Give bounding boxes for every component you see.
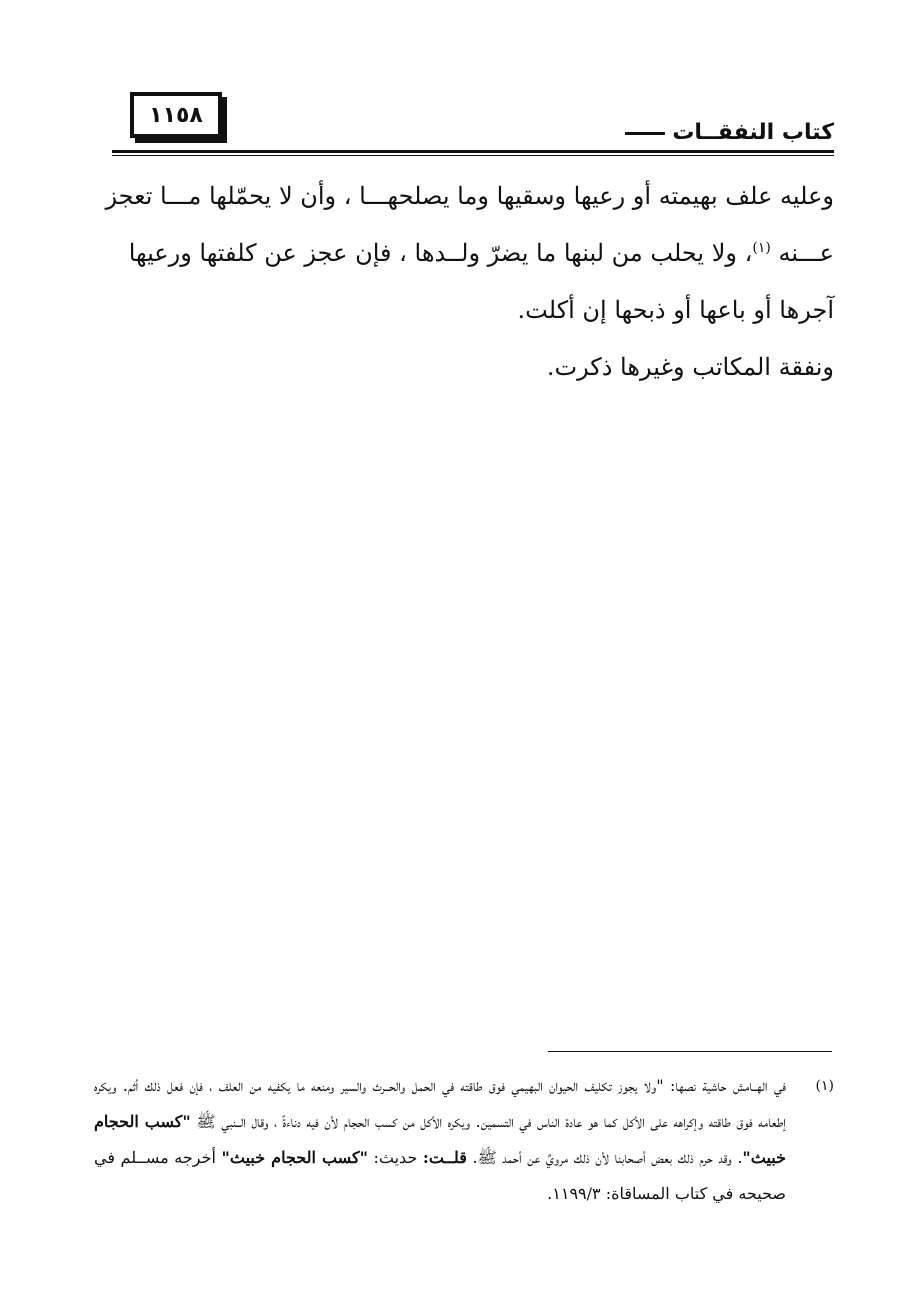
page-number-box xyxy=(130,92,222,138)
header-rule xyxy=(112,150,834,153)
text-line-3: آجرها أو باعها أو ذبحها إن أكلت. xyxy=(517,296,834,324)
header-rule-thin xyxy=(112,155,834,156)
main-text xyxy=(104,168,834,396)
footnote-hadith-1: "كسب الحجام خبيث" xyxy=(94,1112,787,1167)
footnote xyxy=(94,1068,834,1212)
running-title-text: كتاب النفقــات xyxy=(672,120,834,145)
footnote-number: (١) xyxy=(815,1078,834,1094)
footnote-reference[interactable]: (١) xyxy=(752,240,771,256)
footnote-hadith-2: "كسب الحجام خبيث" xyxy=(221,1148,368,1167)
footnote-separator xyxy=(548,1051,832,1052)
text-line-4: ونفقة المكاتب وغيرها ذكرت. xyxy=(546,353,834,381)
text-line-2-start: عـــنه xyxy=(778,239,834,267)
footnote-part-2: . وقد حرم ذلك بعض أصحابنا لأن ذلك مرويٌ عن أحمد ﷺ. xyxy=(472,1148,743,1167)
footnote-part-1: في الهــامش حاشية نصها: "ولا يجوز تكليف الحيوان البهيمي فوق طاقته في الحمل والحــرث والسير ومنعه ما يكفيه من العلف ، فإن فعل ذلك أثم. ويكره إطعامه فوق طاقته وإكراهه على الأكل كما هو عادة الناس في التسمين. ويكره الأكل من كسب الحجام لأن فيه دناءةً ، وقال الــنبي ﷺ xyxy=(94,1076,786,1131)
title-dash xyxy=(625,132,665,135)
text-line-1: وعليه علف بهيمته أو رعيها وسقيها وما يصلحهـــا ، وأن لا يحمّلها مـــا تعجز xyxy=(105,182,834,210)
footnote-part-3: حديث: xyxy=(373,1148,418,1167)
text-line-2-end: ، ولا يحلب من لبنها ما يضرّ ولــدها ، فإن عجز عن كلفتها ورعيها xyxy=(128,239,753,267)
footnote-qult: قلــت: xyxy=(422,1148,467,1167)
page-number: ١١٥٨ xyxy=(149,102,203,128)
footnote-part-4: أخرجه مســلم في صحيحه في كتاب المساقاة: ١١٩٩/٣. xyxy=(94,1148,786,1203)
text-line-2 xyxy=(104,225,834,282)
footnote-text xyxy=(94,1068,786,1212)
running-title xyxy=(611,120,834,145)
